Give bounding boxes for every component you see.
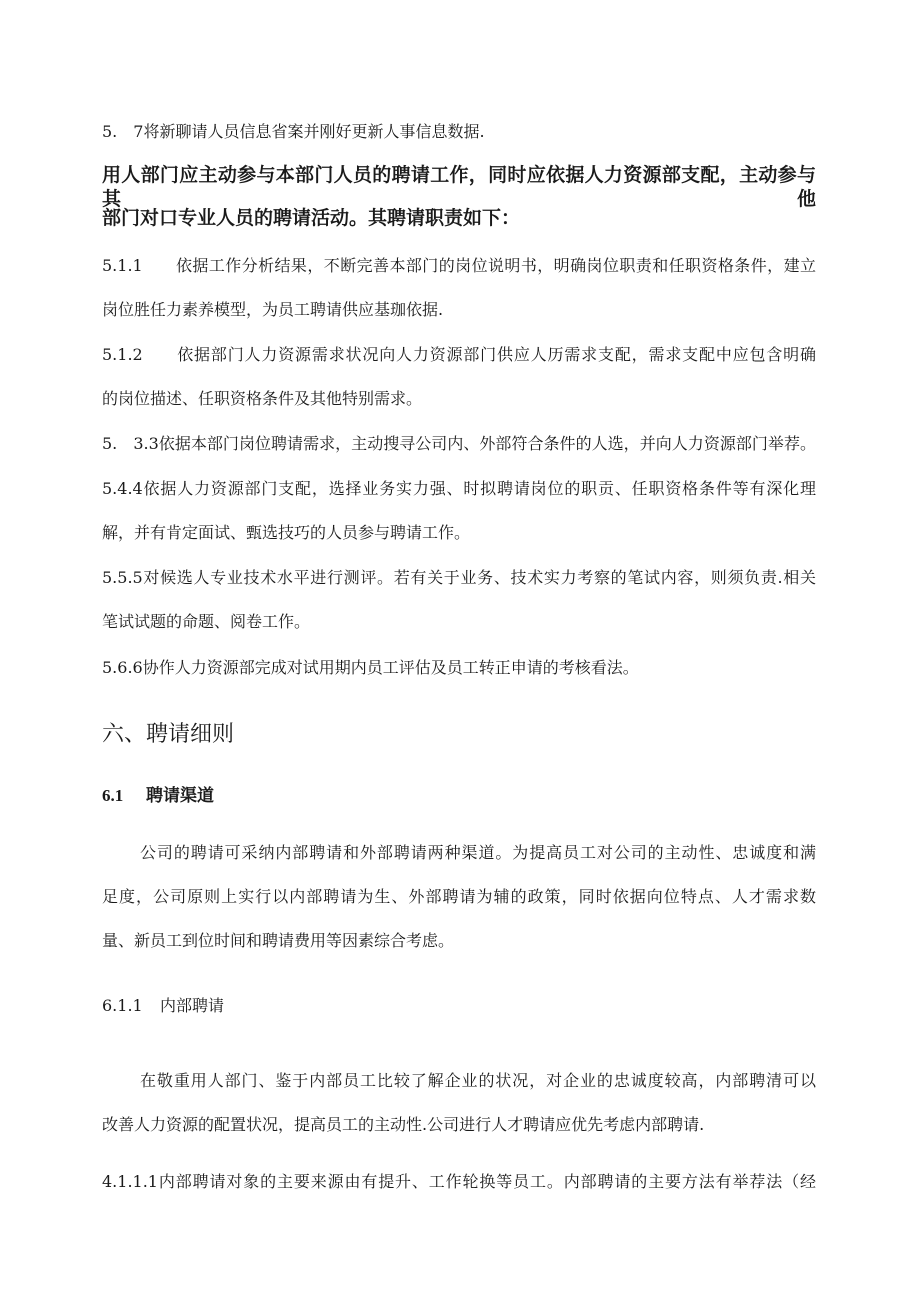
list-item-5-4-4: 5.4.4依据人力资源部门支配，选择业务实力强、时拟聘请岗位的职贡、任职资格条件等有深化理 — [102, 479, 816, 498]
subsection-heading — [102, 785, 214, 807]
paragraph-line: 岗位胜任力素养模型，为员工聘请供应基珈依据. — [102, 300, 444, 319]
section-heading: 六、聘请细则 — [102, 722, 235, 747]
subsection-title: 聘请渠道 — [146, 786, 214, 806]
paragraph-line: 的岗位描述、任职资格条件及其他特别需求。 — [102, 389, 423, 408]
paragraph-bold-line: 部门对口专业人员的聘请活动。其聘请职责如下： — [102, 207, 521, 229]
subsubsection-heading — [102, 996, 224, 1016]
list-item-5-6-6: 5.6.6协作人力资源部完成对试用期内员工评估及员工转正申请的考核看法。 — [102, 658, 639, 677]
subsubsection-number: 6.1.1 — [102, 996, 143, 1015]
paragraph-line: 公司的聘请可采纳内部聘请和外部聘请两种渠道。为提高员工对公司的主动性、忠诚度和满 — [140, 843, 816, 862]
paragraph-line: 在敬重用人部门、鉴于内部员工比较了解企业的状况，对企业的忠诚度较高，内部聘清可以 — [140, 1071, 816, 1090]
paragraph-line: 改善人力资源的配置状况，提高员工的主动性.公司进行人才聘请应优先考虑内部聘请. — [102, 1115, 705, 1134]
list-item-5-3-3: 5. 3.3依据本部门岗位聘请需求，主动搜寻公司内、外部符合条件的人选，并向人力资源部门举荐。 — [102, 434, 816, 453]
subsection-number: 6.1 — [102, 786, 124, 805]
paragraph-line: 足度，公司原则上实行以内部聘请为生、外部聘请为辅的政策，同时依据向位特点、人才需求数 — [102, 887, 816, 906]
paragraph-bold-line: 用人部门应主动参与本部门人员的聘请工作，同时应依据人力资源部支配，主动参与其他 — [102, 164, 816, 210]
subsubsection-title: 内部聘请 — [160, 996, 225, 1015]
paragraph-line: 笔试试题的命题、阅卷工作。 — [102, 612, 311, 631]
list-item-5-1-1: 5.1.1 依据工作分析结果，不断完善本部门的岗位说明书，明确岗位职责和任职资格条件，建立 — [102, 256, 816, 275]
paragraph-line: 5. 7将新聊请人员信息省案并刚好更新人事信息数据. — [102, 122, 485, 141]
paragraph-line: 解，并有肯定面试、甄选技巧的人员参与聘请工作。 — [102, 523, 471, 542]
list-item-5-1-2: 5.1.2 依据部门人力资源需求状况向人力资源部门供应人历需求支配，需求支配中应包含明确 — [102, 345, 816, 364]
paragraph-line: 量、新员工到位时间和聘请费用等因素综合考虑。 — [102, 931, 455, 950]
list-item-4-1-1-1: 4.1.1.1内部聘请对象的主要来源由有提升、工作轮换等员工。内部聘请的主要方法有举荐法（经 — [102, 1172, 816, 1191]
list-item-5-5-5: 5.5.5对候选人专业技术水平进行测评。若有关于业务、技术实力考察的笔试内容，则须负责.相关 — [102, 568, 816, 587]
